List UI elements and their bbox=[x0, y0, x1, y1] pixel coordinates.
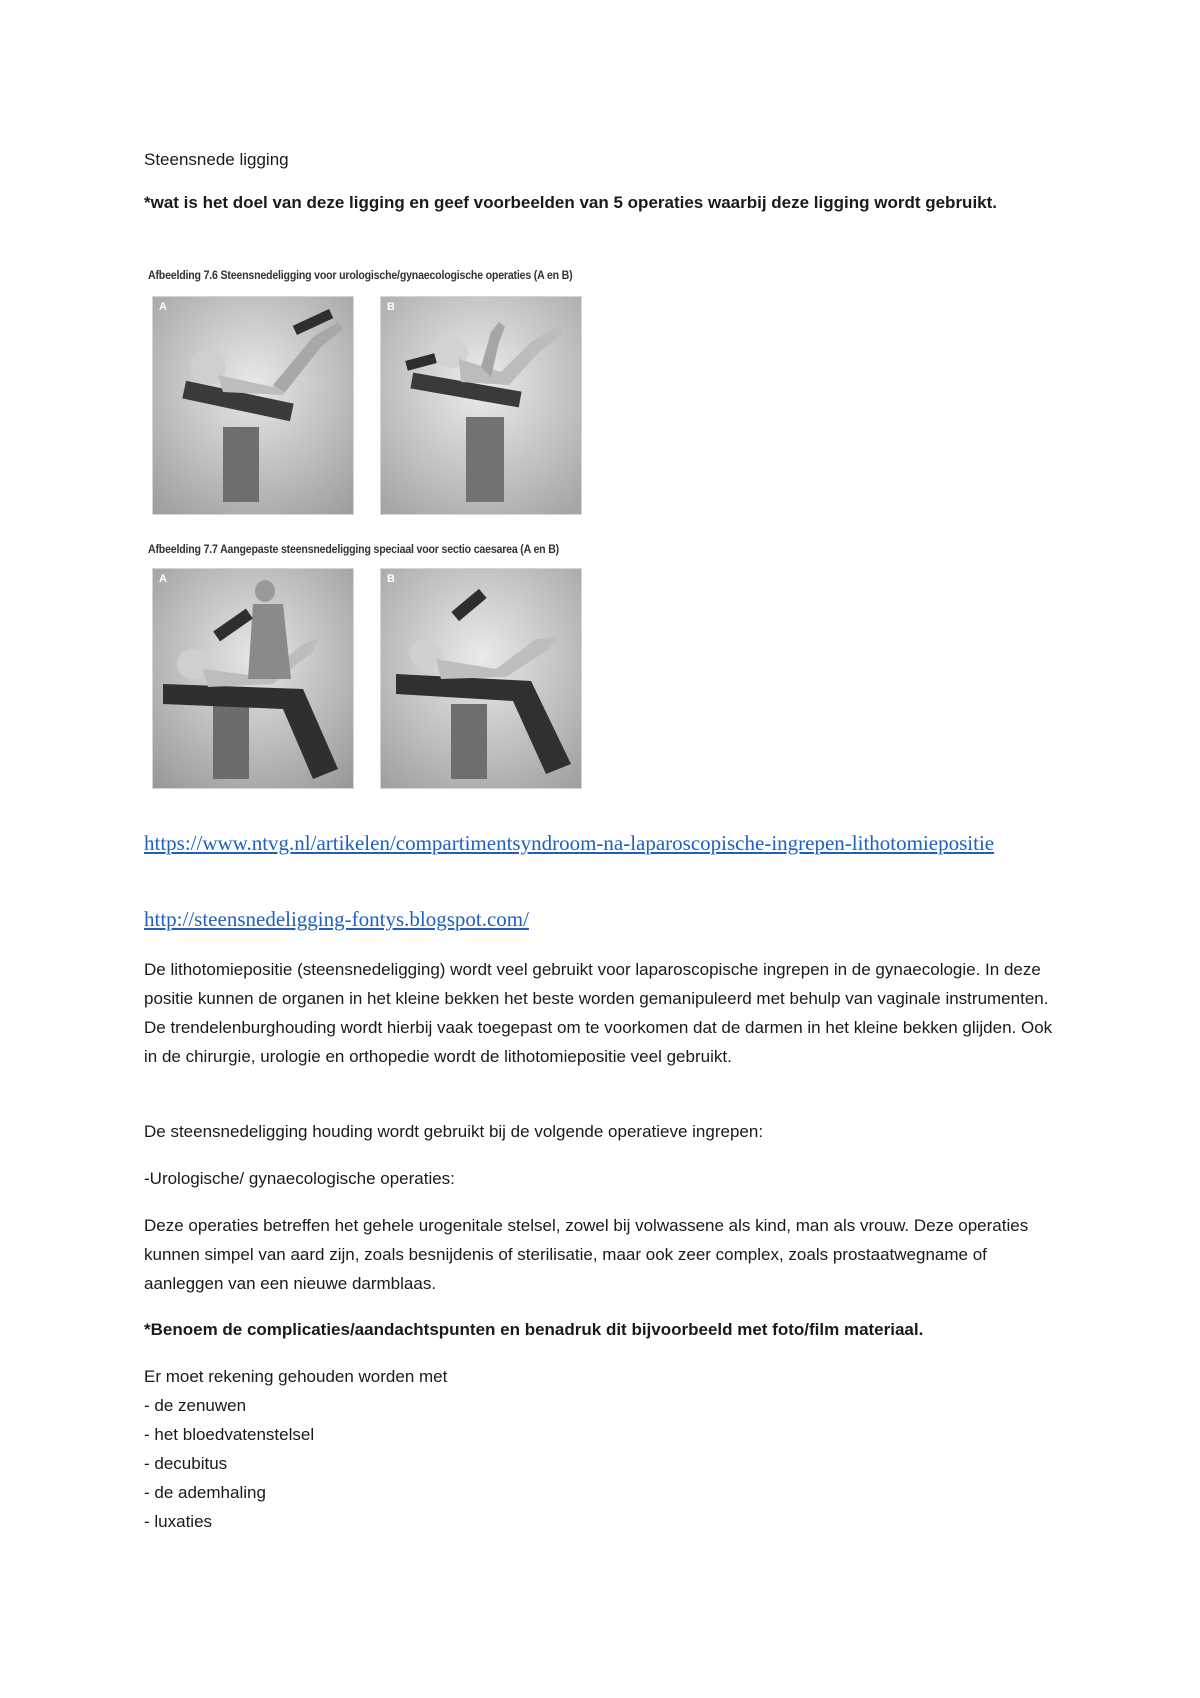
figure-7-7-panel-b-image bbox=[380, 568, 582, 789]
list-item: - decubitus bbox=[144, 1454, 228, 1473]
paragraph-lithotomy: De lithotomiepositie (steensnedeligging) wordt veel gebruikt voor laparoscopische ingrepen in de gynaecologie. In deze positie kunnen de organen in het kleine bekken het beste worden gemanipuleerd met behulp van vaginale instrumenten. De trendelenburghouding wordt hierbij vaak toegepast om te voorkomen dat de darmen in het kleine bekken glijden. Ook in de chirurgie, urologie en orthopedie wordt de lithotomiepositie veel gebruikt. bbox=[144, 960, 1053, 1066]
blogspot-link[interactable]: http://steensnedeligging-fontys.blogspot.com/ bbox=[144, 907, 529, 931]
figure-7-6-panel-b-image bbox=[380, 296, 582, 515]
figure-7-7-panel-a-image bbox=[152, 568, 354, 789]
ntvg-article-link[interactable]: https://www.ntvg.nl/artikelen/compartimentsyndroom-na-laparoscopische-ingrepen-lithotomiepositie bbox=[144, 831, 995, 855]
list-item: - luxaties bbox=[144, 1512, 213, 1531]
question-purpose: *wat is het doel van deze ligging en geef voorbeelden van 5 operaties waarbij deze ligging wordt gebruikt. bbox=[144, 193, 998, 212]
paragraph-uro-gyn-details: Deze operaties betreffen het gehele urogenitale stelsel, zowel bij volwassene als kind, man als vrouw. Deze operaties kunnen simpel van aard zijn, zoals besnijdenis of sterilisatie, maar ook zeer complex, zoals prostaatwegname of aanleggen van een nieuwe darmblaas. bbox=[144, 1216, 1029, 1293]
panel-label-b: B bbox=[387, 573, 395, 585]
panel-label-a: A bbox=[159, 301, 167, 313]
list-item: - de zenuwen bbox=[144, 1396, 247, 1415]
figure-7-6-panel-a-image bbox=[152, 296, 354, 515]
panel-label-b: B bbox=[387, 301, 395, 313]
document-title: Steensnede ligging bbox=[144, 150, 289, 169]
list-item: - het bloedvatenstelsel bbox=[144, 1425, 315, 1444]
paragraph-uro-gyn-heading: -Urologische/ gynaecologische operaties: bbox=[144, 1169, 455, 1188]
question-complications: *Benoem de complicaties/aandachtspunten en benadruk dit bijvoorbeeld met foto/film materiaal. bbox=[144, 1320, 924, 1339]
figure-caption-7-7: Afbeelding 7.7 Aangepaste steensnedeligging speciaal voor sectio caesarea (A en B) bbox=[148, 544, 559, 556]
figure-caption-7-6: Afbeelding 7.6 Steensnedeligging voor urologische/gynaecologische operaties (A en B) bbox=[148, 270, 573, 282]
panel-label-a: A bbox=[159, 573, 167, 585]
paragraph-procedures-intro: De steensnedeligging houding wordt gebruikt bij de volgende operatieve ingrepen: bbox=[144, 1122, 764, 1141]
list-intro: Er moet rekening gehouden worden met bbox=[144, 1367, 448, 1386]
complications-list bbox=[144, 1391, 1064, 1536]
list-item: - de ademhaling bbox=[144, 1483, 266, 1502]
